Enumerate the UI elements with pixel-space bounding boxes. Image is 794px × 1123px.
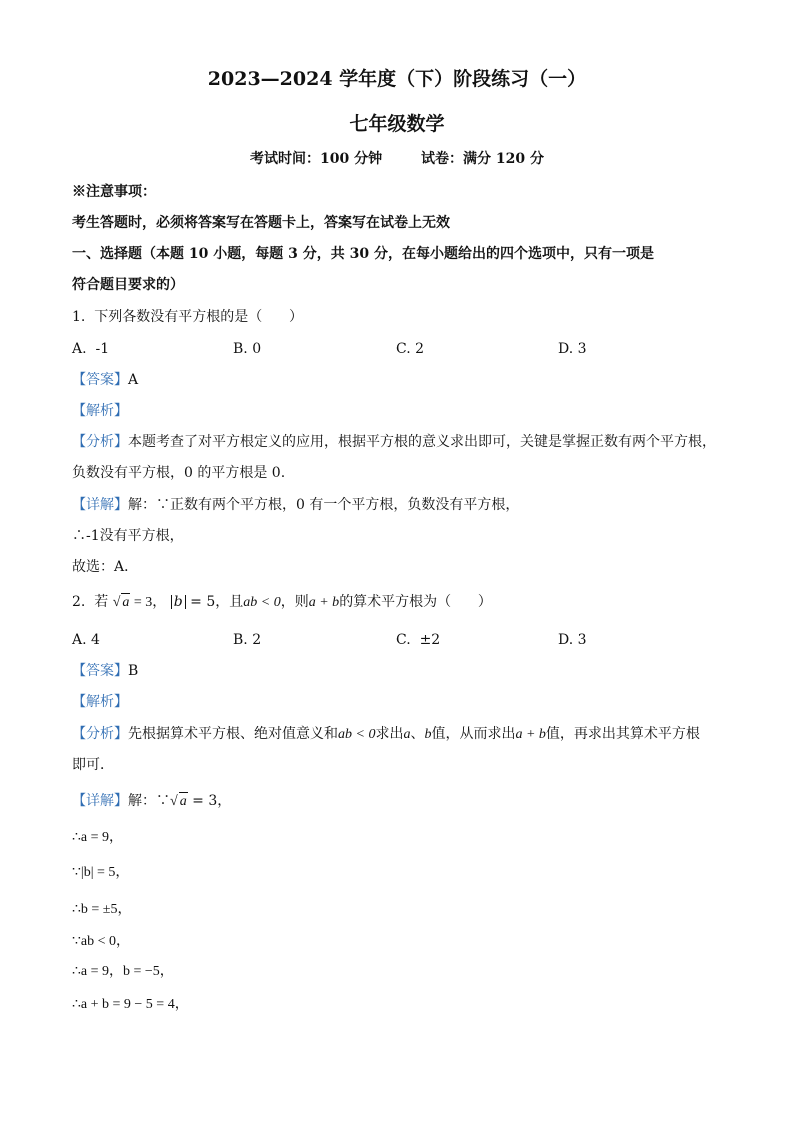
detail-tag: 【详解】 (72, 793, 128, 809)
answer-tag: 【答案】 (72, 372, 128, 388)
q2-jiexi-tag: 【解析】 (72, 694, 128, 710)
page-title: 2023—2024 学年度（下）阶段练习（一） (207, 68, 587, 90)
q1-option-c: C. 2 (396, 341, 425, 357)
q2-then: ，则 (280, 594, 309, 610)
q2-abs-b: b (171, 595, 186, 609)
q2-analysis-mid2: 值，从而求出 (431, 726, 516, 742)
q2-option-c: C. ±2 (396, 632, 441, 648)
q2-analysis-end: 值，再求出其算术平方根 (545, 726, 700, 742)
answer-tag: 【答案】 (72, 663, 128, 679)
q1-detail-line3: 故选：A． (72, 559, 139, 575)
analysis-tag: 【分析】 (72, 726, 128, 742)
q2-option-a: A. 4 (72, 632, 100, 648)
q2-analysis-line2: 即可． (72, 757, 114, 773)
q2-ab-lt0: ab < 0 (243, 595, 281, 610)
q2-option-b: B. 2 (233, 632, 262, 648)
q1-jiexi-tag: 【解析】 (72, 403, 128, 419)
q2-analysis-avar: a (403, 727, 411, 742)
q2-analysis-ab: ab < 0 (338, 727, 376, 742)
q1-detail-text1: 解：∵正数有两个平方根，0 有一个平方根，负数没有平方根， (128, 497, 520, 513)
exam-info: 考试时间：100 分钟 试卷：满分 120 分 (249, 151, 545, 167)
q2-analysis-line1 (72, 725, 700, 744)
q2-answer (72, 662, 138, 680)
q2-detail-sqrt: √ a (170, 794, 187, 809)
section-heading-line1: 一、选择题（本题 10 小题，每题 3 分，共 30 分，在每小题给出的四个选项中，只有一项是 (72, 246, 654, 262)
q2-step-6: ∴a + b = 9 − 5 = 4， (72, 997, 189, 1012)
q1-answer (72, 371, 138, 389)
q2-option-d: D. 3 (558, 632, 587, 648)
q1-analysis-line2: 负数没有平方根，0 的平方根是 0. (72, 465, 286, 481)
q2-detail-radicand: a (179, 794, 187, 809)
q2-analysis-apb: a + b (515, 727, 546, 742)
q2-eq3: = 3， (130, 595, 167, 610)
detail-tag: 【详解】 (72, 497, 128, 513)
q1-detail-line2: ∴-1没有平方根， (72, 528, 184, 544)
page-subtitle: 七年级数学 (349, 113, 445, 135)
q2-analysis-bvar: b (424, 727, 432, 742)
notes-heading: ※注意事项： (72, 184, 156, 200)
q2-tail: 的算术平方根为（ ） (339, 594, 492, 610)
q1-option-b: B. 0 (233, 341, 262, 357)
q1-analysis-text1: 本题考查了对平方根定义的应用，根据平方根的意义求出即可，关键是掌握正数有两个平方根， (128, 434, 716, 450)
q2-detail-line1 (72, 792, 231, 811)
q2-sqrt-radicand: a (122, 595, 130, 610)
q1-option-d: D. 3 (558, 341, 587, 357)
q1-analysis-line1 (72, 433, 716, 451)
q1-answer-value: A (128, 372, 139, 388)
q1-stem: 1. 下列各数没有平方根的是（ ） (72, 309, 303, 325)
q1-option-a: A. -1 (72, 341, 110, 357)
q2-step-1: ∴a = 9， (72, 830, 124, 845)
q2-step-4: ∵ab < 0， (72, 934, 131, 949)
section-heading-line2: 符合题目要求的） (72, 277, 184, 293)
q2-stem (72, 593, 492, 612)
analysis-tag: 【分析】 (72, 434, 128, 450)
q2-step-5: ∴a = 9，b = −5， (72, 964, 174, 979)
q2-analysis-sep: 、 (410, 726, 425, 742)
q2-analysis-pre: 先根据算术平方根、绝对值意义和 (128, 726, 338, 742)
q2-num: 2. 若 (72, 594, 109, 610)
notes-text: 考生答题时，必须将答案写在答题卡上，答案写在试卷上无效 (72, 215, 450, 231)
q2-detail-eq: = 3， (187, 793, 232, 809)
q2-detail-pre: 解：∵ (128, 793, 170, 809)
q2-analysis-mid: 求出 (375, 726, 404, 742)
q2-step-3: ∴b = ±5， (72, 902, 132, 917)
q2-sqrt-expr: √ a (112, 595, 130, 610)
q2-eq5: = 5，且 (185, 594, 244, 610)
q2-a-plus-b: a + b (308, 595, 340, 610)
q2-step-2: ∵|b| = 5， (72, 865, 130, 880)
q2-answer-value: B (128, 663, 139, 679)
q1-detail-line1 (72, 496, 519, 514)
